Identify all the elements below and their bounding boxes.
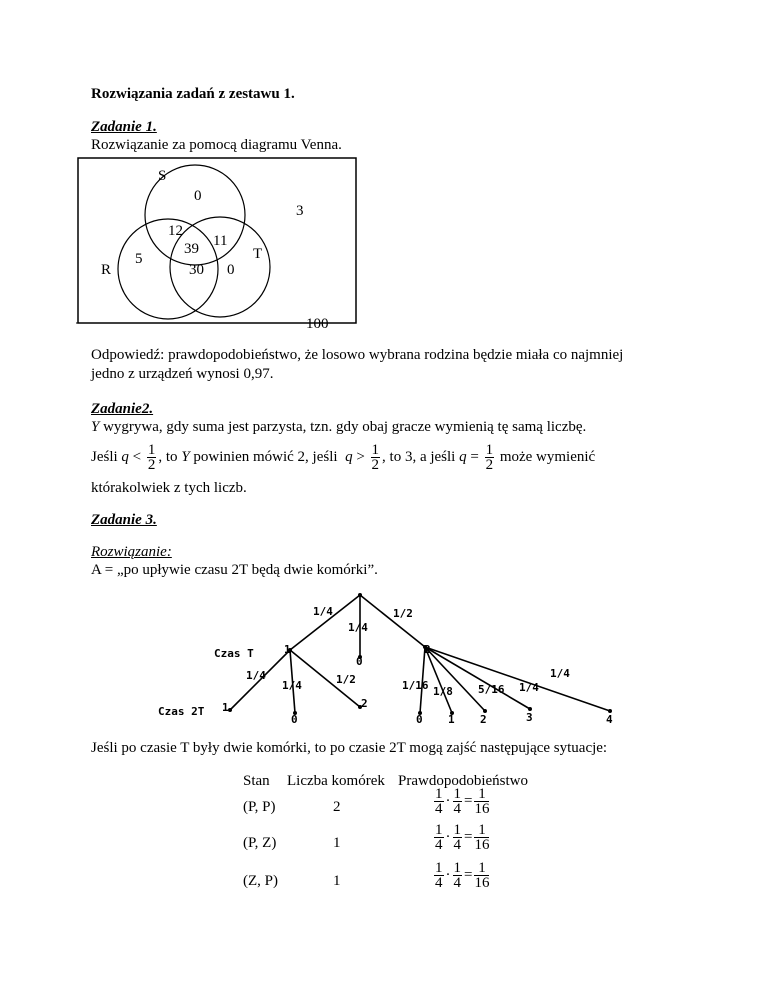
table-row-2-prob: $\frac{1}{4}$ · $\frac{1}{4}$ = $\frac{1}{16}$ bbox=[435, 822, 490, 853]
tree-prob-l3: 1/2 bbox=[336, 673, 356, 686]
task2-lt: < bbox=[132, 448, 142, 465]
venn-r-t: 30 bbox=[189, 262, 204, 278]
tree-prob-l1: 1/4 bbox=[246, 669, 266, 682]
table-row-2-count: 1 bbox=[333, 835, 341, 851]
table-header-prob: Prawdopodobieństwo bbox=[398, 773, 528, 789]
row3-b-den: 4 bbox=[453, 875, 461, 891]
table-row-1-count: 2 bbox=[333, 799, 341, 815]
row3-r-num: 1 bbox=[474, 861, 489, 876]
table-row-1-prob: $\frac{1}{4}$ · $\frac{1}{4}$ = $\frac{1}{16}$ bbox=[435, 786, 490, 817]
row3-a-num: 1 bbox=[435, 860, 443, 876]
tree-node-1: 1 bbox=[284, 643, 291, 656]
task2-line2 bbox=[91, 443, 595, 472]
task2-line1 bbox=[91, 419, 586, 436]
row2-a-num: 1 bbox=[435, 822, 443, 838]
row1-r-den: 16 bbox=[474, 801, 490, 817]
row3-r-den: 16 bbox=[474, 875, 490, 891]
venn-s-t: 11 bbox=[213, 233, 228, 249]
task2-eq: = bbox=[470, 448, 479, 465]
tree-label-czas-t: Czas T bbox=[214, 647, 254, 660]
task2-gt: > bbox=[356, 448, 365, 465]
row3-b-num: 1 bbox=[453, 860, 461, 876]
task2-frac3-num: 1 bbox=[485, 442, 494, 458]
row1-b-num: 1 bbox=[453, 786, 461, 802]
venn-total: 100 bbox=[306, 316, 329, 332]
tree-leaf-1: 1 bbox=[222, 701, 229, 714]
venn-circle-t bbox=[170, 217, 270, 317]
task2-part2: , to 3, a jeśli bbox=[382, 448, 456, 465]
venn-outside: 3 bbox=[296, 203, 304, 219]
task3-event: A = „po upływie czasu 2T będą dwie komórki”. bbox=[91, 562, 378, 578]
task2-q-1: q bbox=[121, 448, 129, 465]
task1-heading: Zadanie 1. bbox=[91, 119, 157, 135]
task1-answer-line1: Odpowiedź: prawdopodobieństwo, że losowo wybrana rodzina będzie miała co najmniej bbox=[91, 347, 624, 363]
venn-only-s: 0 bbox=[194, 188, 202, 204]
task2-part1-var: Y bbox=[181, 448, 190, 465]
task3-after-tree: Jeśli po czasie T były dwie komórki, to po czasie 2T mogą zajść następujące sytuacje: bbox=[91, 740, 608, 756]
tree-leaf-0: 0 bbox=[291, 713, 298, 725]
task2-frac2-num: 1 bbox=[371, 442, 380, 458]
venn-only-t: 0 bbox=[227, 262, 235, 278]
tree-node-0: 0 bbox=[356, 655, 363, 668]
venn-diagram bbox=[70, 155, 370, 335]
row2-b-den: 4 bbox=[453, 837, 461, 853]
tree-prob-r3: 5/16 bbox=[478, 683, 505, 696]
row1-a-num: 1 bbox=[435, 786, 443, 802]
row2-r-num: 1 bbox=[474, 823, 489, 838]
tree-prob-root-2: 1/4 bbox=[348, 621, 368, 634]
task2-q-2: q bbox=[345, 448, 353, 465]
tree-prob-r2: 1/8 bbox=[433, 685, 453, 698]
row1-b-den: 4 bbox=[453, 801, 461, 817]
row1-r-num: 1 bbox=[474, 787, 489, 802]
task2-q-3: q bbox=[459, 448, 467, 465]
table-header-stan: Stan bbox=[243, 773, 270, 789]
task2-frac1-num: 1 bbox=[147, 442, 156, 458]
venn-label-t: T bbox=[253, 246, 263, 262]
tree-leaf-2: 2 bbox=[361, 697, 368, 710]
tree-prob-r1: 1/16 bbox=[402, 679, 429, 692]
probability-tree bbox=[150, 585, 630, 725]
task1-answer-line2: jedno z urządzeń wynosi 0,97. bbox=[91, 366, 274, 382]
venn-label-r: R bbox=[101, 262, 112, 278]
tree-rleaf-3: 3 bbox=[526, 711, 533, 724]
table-row-1-stan: (P, P) bbox=[243, 799, 276, 815]
tree-prob-root-1: 1/4 bbox=[313, 605, 333, 618]
tree-rleaf-4: 4 bbox=[606, 713, 613, 725]
row2-b-num: 1 bbox=[453, 822, 461, 838]
task3-heading: Zadanie 3. bbox=[91, 512, 157, 528]
task2-frac2-den: 2 bbox=[371, 457, 380, 473]
table-row-3-count: 1 bbox=[333, 873, 341, 889]
task2-part1b: powinien mówić 2, jeśli bbox=[189, 448, 338, 465]
table-row-3-prob: $\frac{1}{4}$ · $\frac{1}{4}$ = $\frac{1}{16}$ bbox=[435, 860, 490, 891]
tree-label-czas-2t: Czas 2T bbox=[158, 705, 205, 718]
row3-a-den: 4 bbox=[435, 875, 443, 891]
task2-frac3-den: 2 bbox=[485, 457, 494, 473]
task2-part3: może wymienić bbox=[496, 448, 596, 465]
tree-prob-root-3: 1/2 bbox=[393, 607, 413, 620]
tree-node-2: 2 bbox=[424, 643, 431, 656]
task2-jesli: Jeśli bbox=[91, 448, 118, 465]
row1-a-den: 4 bbox=[435, 801, 443, 817]
task2-frac1-den: 2 bbox=[147, 457, 156, 473]
page-title: Rozwiązania zadań z zestawu 1. bbox=[91, 86, 295, 102]
task2-heading: Zadanie2. bbox=[91, 401, 154, 417]
table-header-count: Liczba komórek bbox=[287, 773, 385, 789]
task1-intro: Rozwiązanie za pomocą diagramu Venna. bbox=[91, 137, 342, 153]
tree-rleaf-2: 2 bbox=[480, 713, 487, 725]
task2-frac-1 bbox=[147, 443, 157, 472]
tree-rleaf-1: 1 bbox=[448, 713, 455, 725]
task2-line1-text: wygrywa, gdy suma jest parzysta, tzn. gdy obaj gracze wymienią tę samą liczbę. bbox=[99, 419, 587, 435]
task2-part1: , to bbox=[158, 448, 182, 465]
venn-all: 39 bbox=[184, 241, 199, 257]
venn-s-r: 12 bbox=[168, 223, 183, 239]
tree-rleaf-0: 0 bbox=[416, 713, 423, 725]
task2-frac-2 bbox=[371, 443, 381, 472]
tree-prob-r5: 1/4 bbox=[550, 667, 570, 680]
tree-prob-l2: 1/4 bbox=[282, 679, 302, 692]
table-row-3-stan: (Z, P) bbox=[243, 873, 278, 889]
tree-prob-r4: 1/4 bbox=[519, 681, 539, 694]
task2-frac-3 bbox=[485, 443, 495, 472]
venn-label-s: S bbox=[158, 168, 167, 184]
task2-var-y: Y bbox=[91, 419, 100, 435]
row2-a-den: 4 bbox=[435, 837, 443, 853]
venn-only-r: 5 bbox=[135, 251, 143, 267]
task3-subheading: Rozwiązanie: bbox=[91, 544, 172, 560]
row2-r-den: 16 bbox=[474, 837, 490, 853]
table-row-2-stan: (P, Z) bbox=[243, 835, 277, 851]
task2-line3: którakolwiek z tych liczb. bbox=[91, 480, 247, 496]
